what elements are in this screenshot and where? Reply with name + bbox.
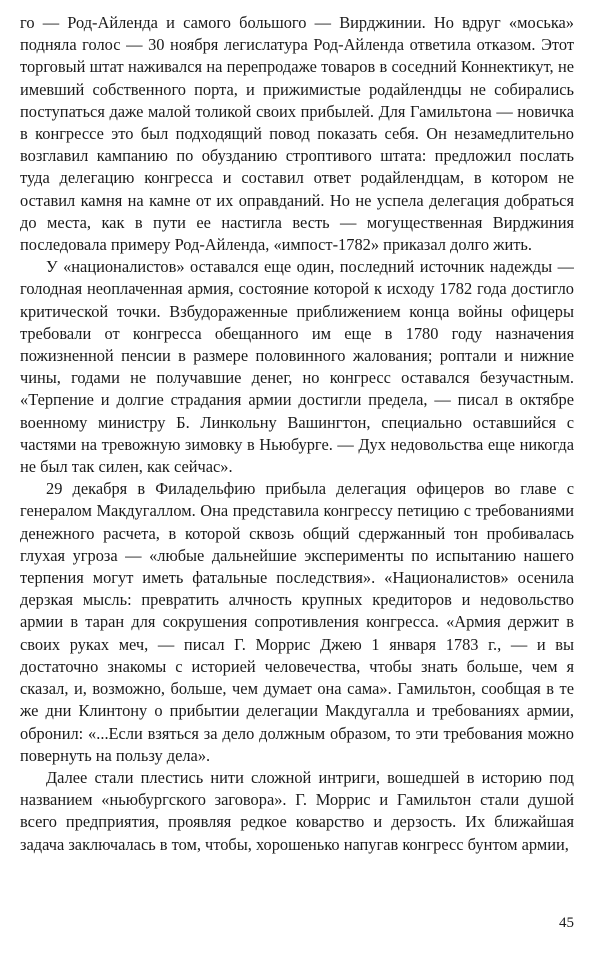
paragraph-december-delegation: 29 декабря в Филадельфию прибыла делегация офицеров во главе с генералом Макдугаллом. Она представила конгрессу петицию с требованиями денежного расчета, в которой сквозь общий сдержанный тон пробивалась глухая угроза — «любые дальнейшие эксперименты по испытанию нашего терпения могут иметь фатальные последствия». «Националистов» осенила дерзкая мысль: превратить алчность крупных кредиторов и недовольство армии в таран для сокрушения сопротивления конгресса. «Армия держит в своих руках меч, — писал Г. Моррис Джею 1 января 1783 г., — и вы достаточно знакомы с историей человечества, чтобы знать больше, чем я сказал, и, возможно, больше, чем думает она сама». Гамильтон, сообщая в те же дни Клинтону о прибытии делегации Макдугалла и требованиях армии, обронил: «...Если взяться за дело должным образом, то эти требования можно повернуть на пользу дела». xyxy=(20,479,574,765)
paragraph-newburgh-conspiracy: Далее стали плестись нити сложной интриги, вошедшей в историю под названием «ньюбургского заговора». Г. Моррис и Гамильтон стали душой всего предприятия, проявляя редкое коварство и дерзость. Их ближайшая задача заключалась в том, чтобы, хорошенько напугав конгресс бунтом армии, xyxy=(20,767,574,854)
book-page xyxy=(20,12,574,942)
page-number: 45 xyxy=(559,915,574,931)
paragraph-nationalists-army: У «националистов» оставался еще один, последний источник надежды — голодная неоплаченная армия, состояние которой к исходу 1782 года достигло критической точки. Взбудораженные приближением конца войны офицеры требовали от конгресса обещанного им еще в 1780 году назначения пожизненной пенсии в размере половинного жалования; роптали и нижние чины, годами не получавшие денег, но конгресс оставался безучастным. «Терпение и долгие страдания армии достигли предела, — писал в октябре военному министру Б. Линкольну Вашингтон, специально оставшийся с частями на тревожную зимовку в Ньюбурге. — Дух недовольства еще никогда не был так силен, как сейчас». xyxy=(20,257,574,477)
paragraph-continued: го — Род-Айленда и самого большого — Вирджинии. Но вдруг «моська» подняла голос — 30 ноября легислатура Род-Айленда ответила отказом. Этот торговый штат наживался на перепродаже товаров в соседний Коннектикут, не имевший собственного порта, и прижимистые родайлендцы не собирались поступаться даже малой толикой своих прибылей. Для Гамильтона — новичка в конгрессе это был подходящий повод показать себя. Он незамедлительно возглавил кампанию по обузданию строптивого штата: предложил послать туда делегацию конгресса и составил ответ родайлендцам, в котором не оставил камня на камне от их оправданий. Но не успела делегация добраться до места, как в пути ее настигла весть — могущественная Вирджиния последовала примеру Род-Айленда, «импост-1782» приказал долго жить. xyxy=(20,13,574,255)
